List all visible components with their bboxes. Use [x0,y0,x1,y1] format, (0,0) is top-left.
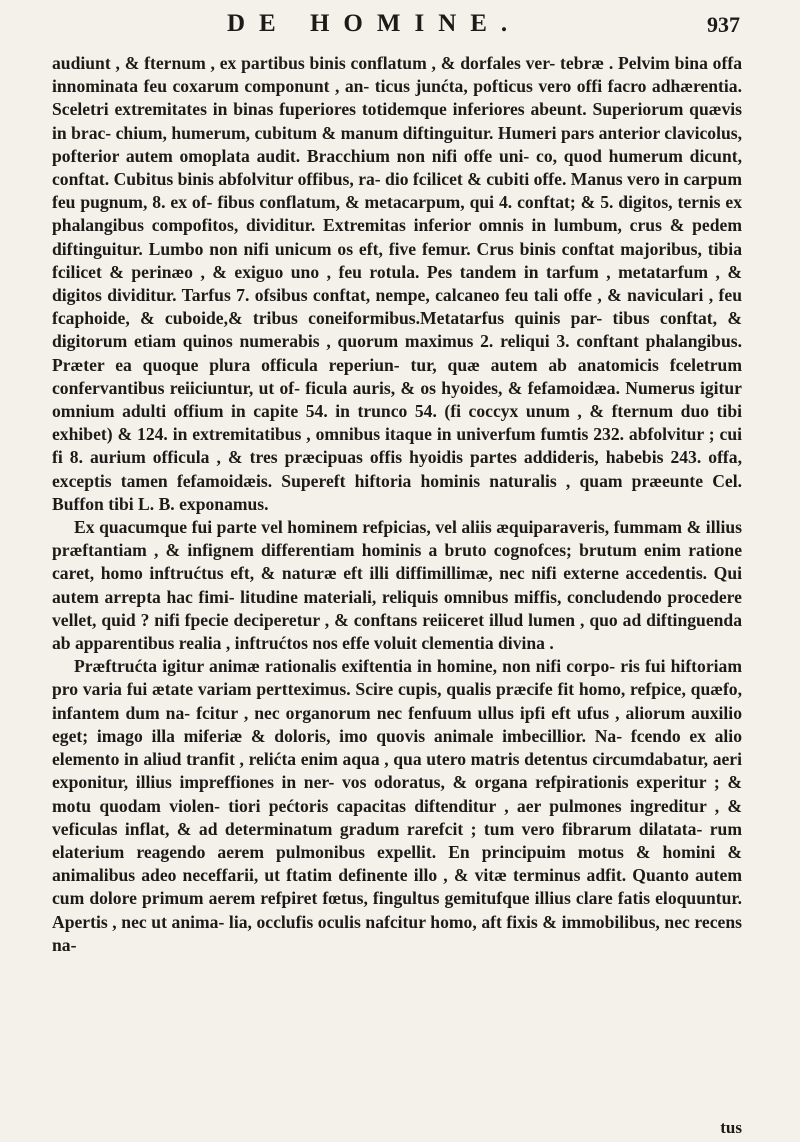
body-text [52,52,742,957]
catchword: tus [720,1118,742,1137]
running-title: DE HOMINE. [227,10,522,37]
paragraph: audiunt , & fternum , ex partibus binis conflatum , & dorfales ver- tebræ . Pelvim bina offa innominata feu coxarum componunt , an- ticus junćta, pofticus vero offi facro adhærentia. Sceletri extremitates in binas fuperiores totidemque inferiores abeunt. Superiorum quævis in brac- chium, humerum, cubitum & manum diftinguitur. Humeri pars anterior clavicolus, pofterior autem omoplata audit. Bracchium non nifi offe uni- co, quod humerum dicunt, conftat. Cubitus binis abfolvitur offibus, ra- dio fcilicet & cubiti offe. Manus vero in carpum feu pugnum, 8. ex of- fibus conflatum, & metacarpum, qui 4. conftat; & 5. digitos, ternis ex phalangibus compofitos, dividitur. Extremitas inferior omnis in lumbum, crus & pedem diftinguitur. Lumbo non nifi unicum os eft, five femur. Crus binis conftat majoribus, tibia fcilicet & perinæo , & exiguo uno , feu rotula. Pes tandem in tarfum , metatarfum , & digitos dividitur. Tarfus 7. ofsibus conftat, nempe, calcaneo feu tali offe , & naviculari , feu fcaphoide, & cuboide,& tribus coneiformibus.Metatarfus quinis par- tibus conftat, & digitorum etiam quinos numerabis , quorum maximus 2. reliqui 3. conftant phalangibus. Præter ea quoque plura officula reperiun- tur, quæ autem ab anatomicis fceletrum confervantibus reiiciuntur, ut of- ficula auris, & os hyoides, & fefamoidæa. Numerus igitur omnium adulti offium in capite 54. in trunco 54. (fi coccyx unum , & fternum duo tibi exhibet) & 124. in extremitatibus , omnibus itaque in univerfum fumtis 232. abfolvitur ; cui fi 8. aurium officula , & tres præcipuas offis hyoidis partes addideris, habebis 243. offa, exceptis tamen fefamoidæis. Supereft hiftoria hominis naturalis , quam præeunte Cel. Buffon tibi L. B. exponamus. [52,53,742,514]
paragraph: Ex quacumque fui parte vel hominem refpicias, vel aliis æquiparaveris, fummam & illius præftantiam , & infignem differentiam hominis a bruto cognofces; brutum enim ratione caret, homo inftrućtus eft, & naturæ eft illi diffimillimæ, nec nifi externe accedentis. Qui autem arrepta hac fimi- litudine materiali, reliquis omnibus miffis, concludendo procedere vellet, quid ? nifi fpecie deciperetur , & conftans reiiceret illud lumen , quo ad diftinguenda ab apparentibus realia , inftrućtos nos effe voluit clementia divina . [52,517,742,654]
page-number: 937 [707,12,740,37]
page-header [52,10,742,52]
paragraph: Præftrućta igitur animæ rationalis exiftentia in homine, non nifi corpo- ris fui hiftoriam pro varia fui ætate variam pertteximus. Scire cupis, qualis præcife fit homo, refpice, quæfo, infantem dum na- fcitur , nec organorum nec fenfuum ullus ipfi eft ufus , aliorum auxilio eget; imago illa miferiæ & doloris, imo quovis animale imbecillior. Na- fcendo ex alio elemento in aliud tranfit , relićta enim aqua , qua utero matris detentus circumdabatur, aeri exponitur, illius impreffiones in ner- vos odoratus, & organa refpirationis experitur ; & motu quodam violen- tiori pećtoris capacitas diftenditur , aer pulmones ingreditur , & veficulas inflat, & ad determinatum gradum rarefcit ; tum vero fibrarum dilatata- rum elaterium reagendo aerem pulmonibus expellit. En principuim motus & homini & animalibus adeo neceffarii, ut ftatim definente illo , & vitæ terminus adfit. Quanto autem cum dolore primum aerem refpiret fœtus, fingultus gemitufque illius clare fatis eloquuntur. Apertis , nec ut anima- lia, occlufis oculis nafcitur homo, aft fixis & immobilibus, nec recens na- [52,656,742,955]
